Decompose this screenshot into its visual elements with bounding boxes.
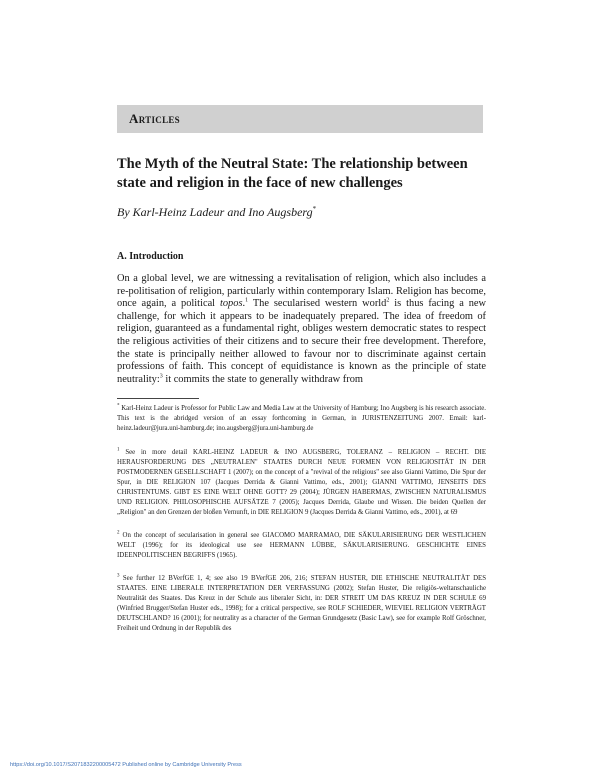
body-topos: topos [219,298,243,310]
footnote-divider [117,398,199,399]
section-band [117,105,483,133]
body-paragraph: On a global level, we are witnessing a revitalisation of religion, which also includes a re-politisation of religion, particularly within contemporary Islam. Religion has become, once again, a political topos.$^1$ The secularised western world$^2$ is thus facing a new challenge, for which it appears to be inadequately prepared. The idea of freedom of religion, guaranteed as a fundamental right, obliges western democratic states to respect the religious activities of their citizens and to secure their free development. Therefore, the state is principally neither allowed to favour nor to discriminate against certain professions of faith. This concept of equidistance is known as the principle of state neutrality:$^3$ it commits the state to generally withdraw from [117,273,487,385]
footnote [117,448,486,518]
byline-text: By Karl-Heinz Ladeur and Ino Augsberg [117,205,313,219]
footnote-ref-1[interactable]: 1 [245,297,249,304]
doi-link[interactable]: https://doi.org/10.1017/S2071832200005472 [10,762,121,768]
footnote [117,574,486,634]
body-part-2: The secularised western world [248,298,387,310]
byline-footnote-marker[interactable]: * [312,205,317,213]
footnote-marker: 1 [117,447,120,453]
section-label: Articles [129,111,180,126]
footnote-ref-2[interactable]: 2 [386,297,390,304]
footnote-text: On the concept of secularisation in general see GIACOMO MARRAMAO, DIE SÄKULARISIERUNG DER WESTLICHEN WELT (1996); for its ideological use see HERMANN LÜBBE, SÄKULARISIERUNG. GESCHICHTE EINES IDEENPOLITISCHEN BEGRIFFS (1965). [117,532,486,559]
publisher-note: Published online by Cambridge University Press [120,762,242,768]
footnote-ref-3[interactable]: 3 [159,373,163,380]
footnote-text: See further 12 BVerfGE 1, 4; see also 19 BVerfGE 206, 216; STEFAN HUSTER, DIE ETHISCHE NEUTRALITÄT DES STAATES. EINE LIBERALE INTERPRETATION DER VERFASSUNG (2002); Stefan Huster, Die religiös-weltanschauliche Neutralität des Staates. Das Kreuz in der Schule aus liberaler Sicht, in: DER STREIT UM DAS KREUZ IN DER SCHULE 69 (Winfried Brugger/Stefan Huster eds., 1998); for a critical perspective, see ROLF SCHIEDER, WIEVIEL RELIGION VERTRÄGT DEUTSCHLAND? 16 (2001); for neutrality as a character of the German Grundgesetz (Basic Law), see for example Rolf Gröschner, Freiheit und Ordnung in der Republik des [117,575,487,632]
body-part-1: On a global level, we are witnessing a revitalisation of religion, which also includes a re-politisation of religion, particularly within contemporary Islam. Religion has become, once again, a political [117,273,486,310]
footnote [117,531,486,561]
footnote-marker: 2 [117,530,120,536]
footnote [117,404,486,434]
article-title: The Myth of the Neutral State: The relationship between state and religion in the face of new challenges [117,156,468,191]
section-heading: A. Introduction [117,251,184,262]
footnote-text: Karl-Heinz Ladeur is Professor for Public Law and Media Law at the University of Hamburg; Ino Augsberg is his research associate. This text is the abridged version of an essay forthcoming in German, in JURISTENZEITUNG 2007. Email: karl-heinz.ladeur@jura.uni-hamburg.de; ino.augsberg@jura.uni-hamburg.de [117,405,486,432]
body-part-4: it commits the state to generally withdraw from [162,373,363,385]
body-part-3: is thus facing a new challenge, for which it appears to be inadequately prepared. The idea of freedom of religion, guaranteed as a fundamental right, obliges western democratic states to respect the religious activities of their citizens and to secure their free development. Therefore, the state is principally neither allowed to favour nor to discriminate against certain professions of faith. This concept of equidistance is known as the principle of state neutrality: [117,298,487,385]
doi-footer [10,762,242,768]
author-byline [117,205,483,220]
footnotes [117,404,486,634]
footnote-marker: * [117,403,120,409]
footnote-text: See in more detail KARL-HEINZ LADEUR & INO AUGSBERG, TOLERANZ – RELIGION – RECHT. DIE HERAUSFORDERUNG DES „NEUTRALEN" STAATES DURCH NEUE FORMEN VON RELIGIOSITÄT IN DER POSTMODERNEN GESELLSCHAFT 1 (2007); on the concept of a "revival of the religious" see also Gianni Vattimo, Die Spur der Spur, in DIE RELIGION 107 (Jacques Derrida & Gianni Vattimo, eds., 2001); GIANNI VATTIMO, JENSEITS DES CHRISTENTUMS. GIBT ES EINE WELT OHNE GOTT? 29 (2004); JÜRGEN HABERMAS, ZWISCHEN NATURALISMUS UND RELIGION. PHILOSOPHISCHE AUFSÄTZE 7 (2005); Jacques Derrida, Glaube und Wissen. Die beiden Quellen der „Religion" an den Grenzen der bloßen Vernunft, in DIE RELIGION 9 (Jacques Derrida & Gianni Vattimo, eds., 2001), at 69 [117,449,486,516]
footnote-marker: 3 [117,573,120,579]
